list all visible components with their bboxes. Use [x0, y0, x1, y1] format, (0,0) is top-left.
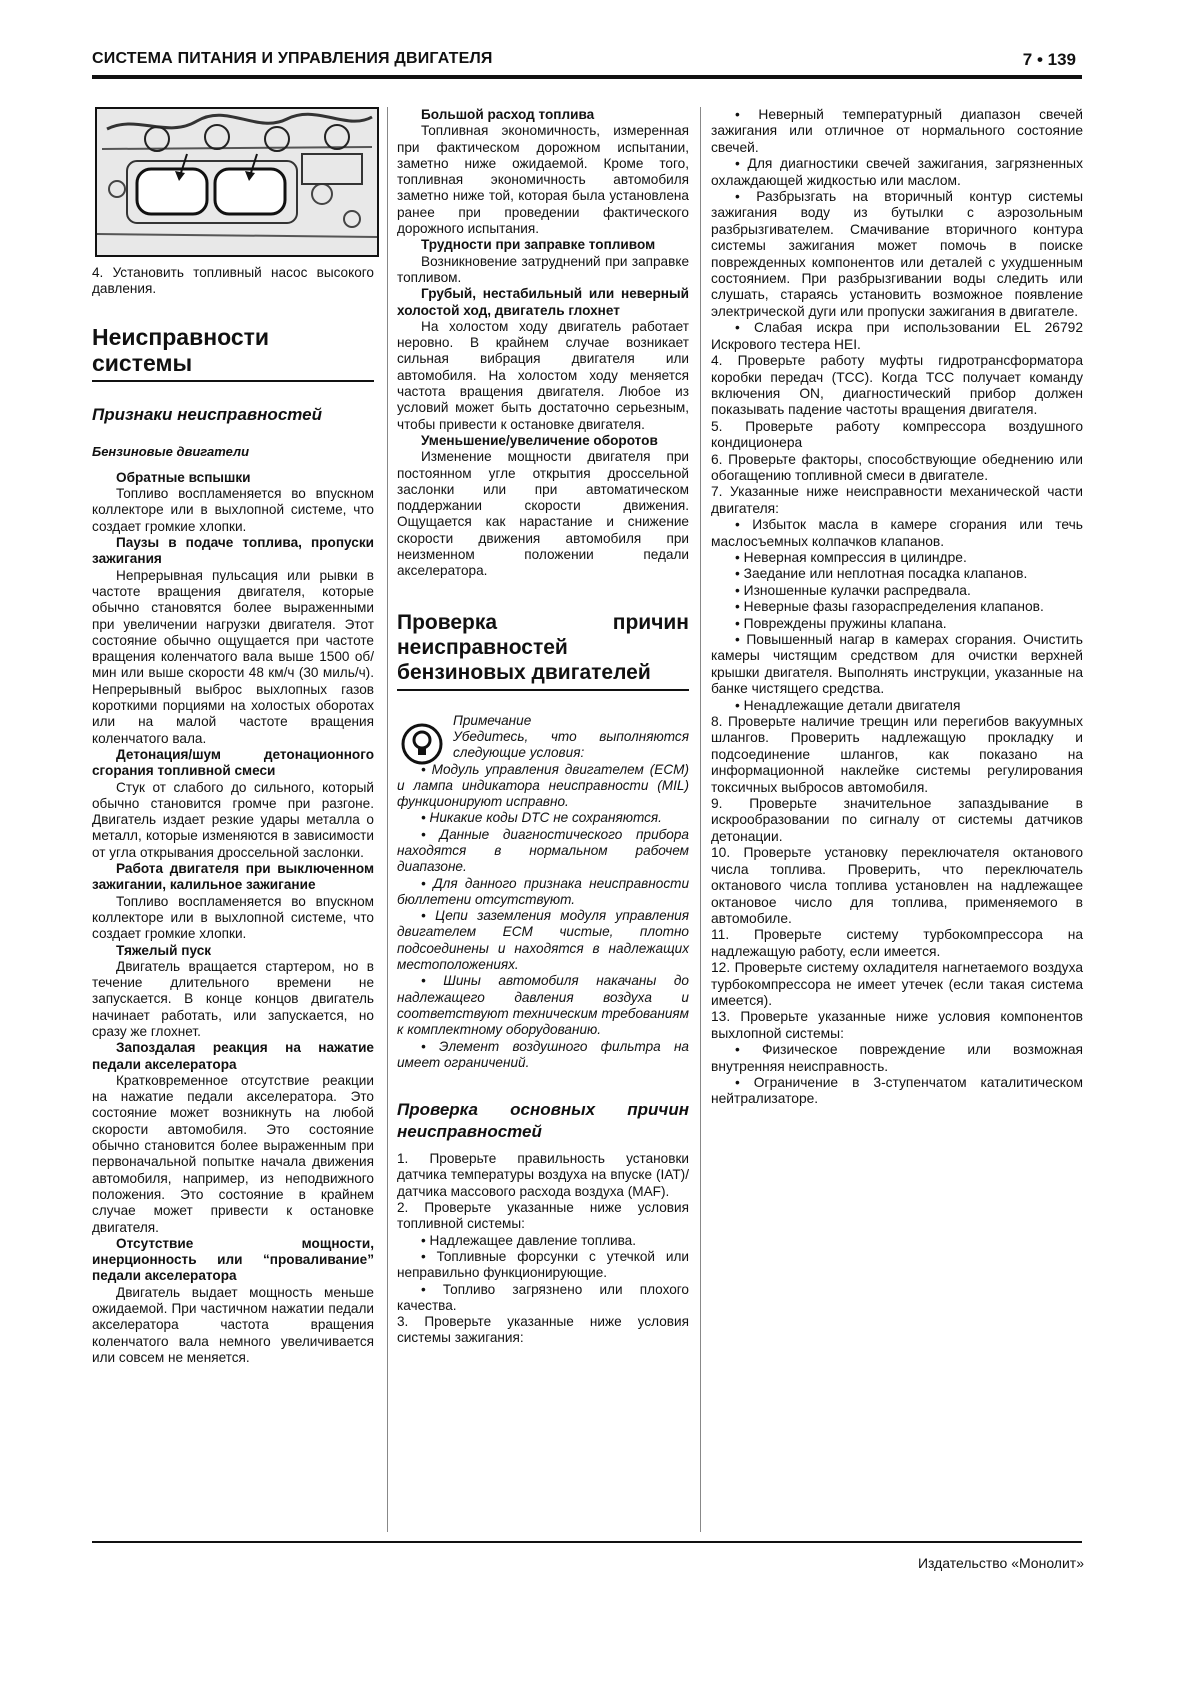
page-number: 7 • 139: [1022, 50, 1076, 69]
note-item: • Модуль управления двигателем (ECM) и лампа индикатора неисправности (MIL) функционируют исправно.: [397, 761, 689, 810]
engine-photo: [95, 107, 379, 257]
symptom-text: Изменение мощности двигателя при постоянном угле открытия дроссельной заслонки или при автоматическом поддержании скорости движения. Ощущается как нарастание и снижение скорости движения автомобиля при неизменном положении педали акселератора.: [397, 449, 689, 579]
symptom-title: Большой расход топлива: [421, 107, 595, 122]
note-item: • Никакие коды DTC не сохраняются.: [421, 810, 662, 826]
symptom-title: Трудности при заправке топливом: [421, 237, 656, 253]
symptom-text: Стук от слабого до сильного, который обычно становится громче при разгоне. Двигатель издает резкие удары металла о металл, которые изменяются в зависимости от угла открывания дроссельной заслонки.: [92, 779, 374, 860]
section-heading: Неисправности системы: [92, 324, 374, 382]
symptom-title: Запоздалая реакция на нажатие педали акселератора: [92, 1040, 374, 1072]
step-text: 8. Проверьте наличие трещин или перегибов вакуумных шлангов. Проверить надлежащую прокладку и подсоединение шлангов, как показано на информационной наклейке системы регулирования токсичных выбросов автомобиля.: [711, 714, 1083, 795]
note-list: [397, 762, 689, 1072]
list-item: • Избыток масла в камере сгорания или течь маслосъемных колпачков клапанов.: [711, 517, 1083, 549]
lightbulb-icon: [401, 723, 443, 765]
list-item: • Топливные форсунки с утечкой или неправильно функционирующие.: [397, 1248, 689, 1281]
list-item: • Надлежащее давление топлива.: [421, 1232, 637, 1248]
symptom-text: На холостом ходу двигатель работает неровно. В крайнем случае возникает сильная вибрация двигателя или автомобиля. На холостом ходу меняется частота вращения двигателя. Любое из условий может быть достаточно серьезным, чтобы привести к остановке двигателя.: [397, 318, 689, 432]
basic-check-heading: Проверка основных причин неисправностей: [397, 1100, 689, 1142]
footer-rule: [92, 1541, 1082, 1543]
symptom-text: Двигатель вращается стартером, но в течение длительного времени не запускается. В конце концов двигатель начинает работать, или запускается, но сразу же глохнет.: [92, 958, 374, 1039]
list-item: • Неверные фазы газораспределения клапанов.: [735, 599, 1044, 615]
symptom-text: Кратковременное отсутствие реакции на нажатие педали акселератора. Это состояние может возникнуть на любой скорости автомобиля. Это состояние обычно становится более выраженным при первоначальной попытке начала движения автомобиля, например, из неподвижного положения. Это состояние в крайнем случае может привести к остановке двигателя.: [92, 1072, 374, 1235]
symptom-title: Детонация/шум детонационного сгорания топливной смеси: [92, 746, 374, 779]
running-title: СИСТЕМА ПИТАНИЯ И УПРАВЛЕНИЯ ДВИГАТЕЛЯ: [92, 50, 493, 67]
symptom-text: Возникновение затруднений при заправке топливом.: [397, 253, 689, 285]
column-2: [397, 107, 689, 1347]
list-item: • Ограничение в 3-ступенчатом каталитическом нейтрализаторе.: [711, 1074, 1083, 1107]
list-item: • Неверная компрессия в цилиндре.: [735, 549, 967, 565]
note-item: • Шины автомобиля накачаны до надлежащего давления воздуха и соответствуют техническим требованиям к комплектному оборудованию.: [397, 973, 689, 1038]
list-item: • Физическое повреждение или возможная внутренняя неисправность.: [711, 1042, 1083, 1074]
list-item: • Разбрызгать на вторичный контур системы зажигания воду из бутылки с аэрозольным разбрызгивателем. Смачивание вторичного контура системы зажигания может помочь в поиске поврежденных компонентов или деталей с ухудшенным состоянием. При разбрызгивании воды следить или слушать, стараясь установить возможное появление электрической дуги или пропуски зажигания в двигателе.: [711, 189, 1083, 319]
symptom-title: Тяжелый пуск: [116, 942, 212, 958]
list-item: • Топливо загрязнено или плохого качества.: [397, 1281, 689, 1313]
column-1: [92, 107, 374, 1366]
note-item: • Данные диагностического прибора находятся в нормальном рабочем диапазоне.: [397, 826, 689, 875]
engine-type-heading: Бензиновые двигатели: [92, 443, 250, 459]
step-text: 6. Проверьте факторы, способствующие обеднению или обогащению топливной смеси в двигателе.: [711, 451, 1083, 483]
engine-illustration: [97, 109, 377, 255]
note-intro: Убедитесь, что выполняются следующие условия:: [453, 728, 689, 761]
column-divider: [387, 107, 388, 1532]
symptom-title: Работа двигателя при выключенном зажигании, калильное зажигание: [92, 861, 374, 893]
step-text: 3. Проверьте указанные ниже условия системы зажигания:: [397, 1314, 689, 1346]
list-item: • Повышенный нагар в камерах сгорания. Очистить камеры чистящим средством для очистки верхней крышки двигателя. Выполнять инструкции, указанные на банке чистящего средства.: [711, 632, 1083, 697]
publisher-footer: Издательство «Монолит»: [917, 1555, 1084, 1571]
symptom-text: Непрерывная пульсация или рывки в частоте вращения двигателя, которые обычно становятся более выраженными при увеличении нагрузки двигателя. Этот состояние обычно ощущается при частоте вращения коленчатого вала выше 1500 об/мин или выше скорости 48 км/ч (30 миль/ч). Непрерывный выброс выхлопных газов короткими порциями на холостых оборотах или на малой частоте вращения коленчатого вала.: [92, 567, 374, 746]
list-item: • Заедание или неплотная посадка клапанов.: [735, 566, 1028, 582]
list-item: • Для диагностики свечей зажигания, загрязненных охлаждающей жидкостью или маслом.: [711, 156, 1083, 188]
step-text: 13. Проверьте указанные ниже условия компонентов выхлопной системы:: [711, 1009, 1083, 1041]
subsection-heading: Признаки неисправностей: [92, 404, 323, 424]
note-item: • Для данного признака неисправности бюллетени отсутствуют.: [397, 875, 689, 907]
note-block: [397, 713, 689, 762]
step-4-text: 4. Установить топливный насос высокого давления.: [92, 265, 374, 297]
symptom-title: Грубый, нестабильный или неверный холостой ход, двигатель глохнет: [397, 286, 689, 318]
symptom-title: Обратные вспышки: [116, 469, 251, 485]
symptom-title: Уменьшение/увеличение оборотов: [421, 432, 658, 448]
step-text: 10. Проверьте установку переключателя октанового числа топлива. Проверить, что переключатель октанового числа топлива установлен на надлежащее октановое число для топлива, применяемого в автомобиле.: [711, 845, 1083, 926]
symptom-text: Топливная экономичность, измеренная при фактическом дорожном испытании, заметно ниже ожидаемой. Кроме того, топливная экономичность автомобиля заметно ниже той, которая была установлена ранее при проведении фактического дорожного испытания.: [397, 123, 689, 237]
list-item: • Изношенные кулачки распредвала.: [735, 582, 971, 598]
column-3: [711, 107, 1083, 1108]
note-label: Примечание: [453, 712, 532, 728]
step-text: 12. Проверьте систему охладителя нагнетаемого воздуха турбокомпрессора не имеет утечек (если такая система имеется).: [711, 960, 1083, 1008]
list-item: • Повреждены пружины клапана.: [735, 615, 947, 631]
step-text: 4. Проверьте работу муфты гидротрансформатора коробки передач (TCC). Когда TCC получает команду включения ON, диагностический прибор должен показывать падение частоты вращения двигателя.: [711, 353, 1083, 418]
step-text: 1. Проверьте правильность установки датчика температуры воздуха на впуске (IAT)/датчика массового расхода воздуха (MAF).: [397, 1151, 689, 1199]
list-item: • Слабая искра при использовании EL 26792 Искрового тестера HEI.: [711, 320, 1083, 352]
symptom-title: Паузы в подаче топлива, пропуски зажигания: [92, 535, 374, 567]
step-text: 7. Указанные ниже неисправности механической части двигателя:: [711, 484, 1083, 516]
check-heading: Проверка причин неисправностей бензиновых двигателей: [397, 610, 689, 691]
symptom-title: Отсутствие мощности, инерционность или “проваливание” педали акселератора: [92, 1235, 374, 1284]
list-item: • Неверный температурный диапазон свечей зажигания или отличное от нормального состояние свечей.: [711, 107, 1083, 155]
symptom-text: Топливо воспламеняется во впускном коллекторе или в выхлопной системе, что создает громкие хлопки.: [92, 893, 374, 942]
step-text: 5. Проверьте работу компрессора воздушного кондиционера: [711, 418, 1083, 451]
step-text: 11. Проверьте систему турбокомпрессора на надлежащую работу, если имеется.: [711, 927, 1083, 959]
list-item: • Ненадлежащие детали двигателя: [735, 697, 961, 713]
note-item: • Цепи заземления модуля управления двигателем ECM чистые, плотно подсоединены и находятся в надлежащих местоположениях.: [397, 908, 689, 973]
header-rule: [92, 75, 1082, 79]
step-text: 2. Проверьте указанные ниже условия топливной системы:: [397, 1200, 689, 1232]
symptom-text: Двигатель выдает мощность меньше ожидаемой. При частичном нажатии педали акселератора частота вращения коленчатого вала немного увеличивается или совсем не меняется.: [92, 1284, 374, 1365]
note-item: • Элемент воздушного фильтра на имеет ограничений.: [397, 1038, 689, 1070]
step-text: 9. Проверьте значительное запаздывание в искрообразовании по сигналу от системы датчиков детонации.: [711, 796, 1083, 844]
symptom-text: Топливо воспламеняется во впускном коллекторе или в выхлопной системе, что создает громкие хлопки.: [92, 486, 374, 534]
column-divider: [700, 107, 701, 1532]
